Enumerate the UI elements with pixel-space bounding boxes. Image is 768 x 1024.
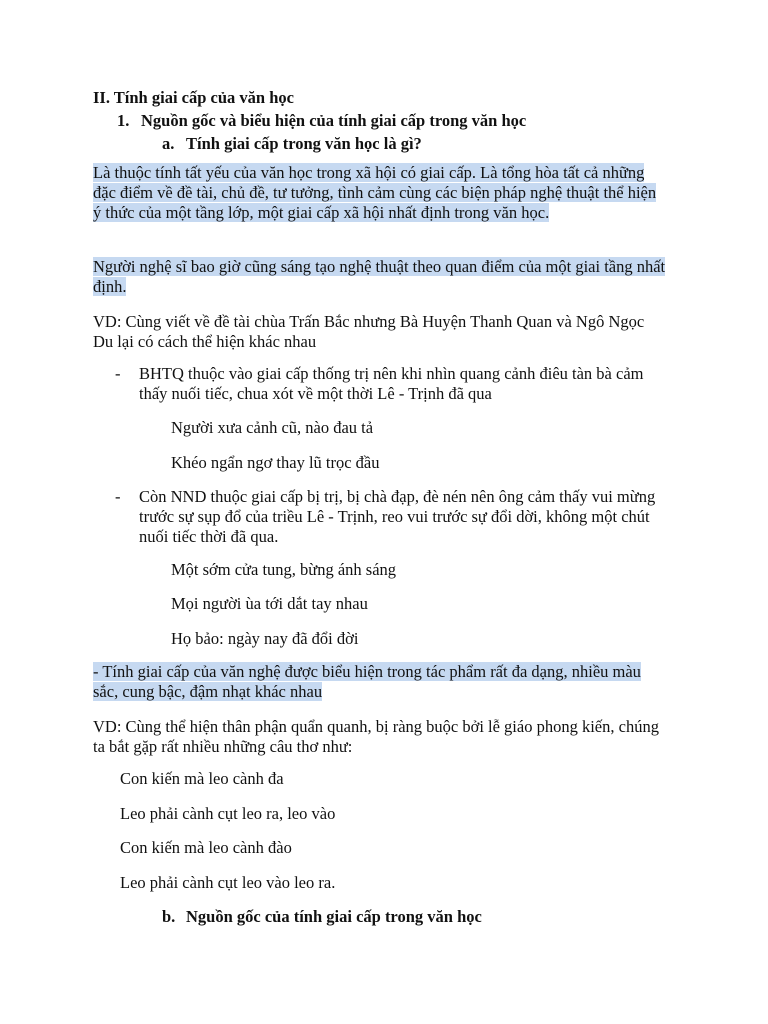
verse-line: Một sớm cửa tung, bừng ánh sáng: [171, 560, 397, 579]
heading-b: Nguồn gốc của tính giai cấp trong văn học: [186, 907, 482, 926]
verse-line: Leo phải cành cụt leo ra, leo vào: [120, 804, 336, 823]
bullet-marker: -: [115, 364, 121, 383]
verse-line: Con kiến mà leo cành đào: [120, 838, 292, 857]
highlighted-text: Là thuộc tính tất yếu của văn học trong xã hội có giai cấp. Là tổng hòa tất cả những đặc điểm về đề tài, chủ đề, tư tưởng, tình cảm cùng các biện pháp nghệ thuật thể hiện ý thức của một tầng lớp, một giai cấp xã hội nhất định trong văn học.: [93, 163, 657, 222]
verse-line: Con kiến mà leo cành đa: [120, 769, 284, 788]
heading-1-number: 1.: [117, 111, 130, 130]
highlighted-text: - Tính giai cấp của văn nghệ được biểu hiện trong tác phẩm rất đa dạng, nhiều màu sắc, cung bậc, đậm nhạt khác nhau: [93, 662, 641, 701]
highlighted-text: Người nghệ sĩ bao giờ cũng sáng tạo nghệ thuật theo quan điểm của một giai tầng nhất định.: [93, 257, 666, 296]
paragraph-definition: [93, 163, 668, 223]
heading-b-number: b.: [162, 907, 176, 926]
heading-section-ii: II. Tính giai cấp của văn học: [93, 88, 294, 107]
bullet-nnd: Còn NND thuộc giai cấp bị trị, bị chà đạp, đè nén nên ông cảm thấy vui mừng trước sự sụp đổ của triều Lê - Trịnh, reo vui trước sự đổi dời, không một chút nuối tiếc thời đã qua.: [139, 487, 656, 546]
heading-1: Nguồn gốc và biểu hiện của tính giai cấp trong văn học: [141, 111, 527, 130]
verse-line: Người xưa cảnh cũ, nào đau tả: [171, 418, 374, 437]
heading-a-number: a.: [162, 134, 175, 153]
verse-line: Họ bảo: ngày nay đã đổi đời: [171, 629, 359, 648]
verse-line: Leo phải cành cụt leo vào leo ra.: [120, 873, 336, 892]
paragraph-example-2: VD: Cùng thể hiện thân phận quẩn quanh, bị ràng buộc bởi lễ giáo phong kiến, chúng ta bắt gặp rất nhiều những câu thơ như:: [93, 717, 659, 756]
verse-line: Mọi người ùa tới dắt tay nhau: [171, 594, 368, 613]
verse-line: Khéo ngẩn ngơ thay lũ trọc đầu: [171, 453, 380, 472]
paragraph-artist: [93, 257, 668, 297]
heading-a: Tính giai cấp trong văn học là gì?: [186, 134, 422, 153]
paragraph-diversity: [93, 662, 668, 702]
bullet-marker: -: [115, 487, 121, 506]
paragraph-example-1: VD: Cùng viết về đề tài chùa Trấn Bắc nhưng Bà Huyện Thanh Quan và Ngô Ngọc Du lại có cách thể hiện khác nhau: [93, 312, 645, 351]
bullet-bhtq: BHTQ thuộc vào giai cấp thống trị nên khi nhìn quang cảnh điêu tàn bà cảm thấy nuối tiếc, chua xót về một thời Lê - Trịnh đã qua: [139, 364, 644, 403]
